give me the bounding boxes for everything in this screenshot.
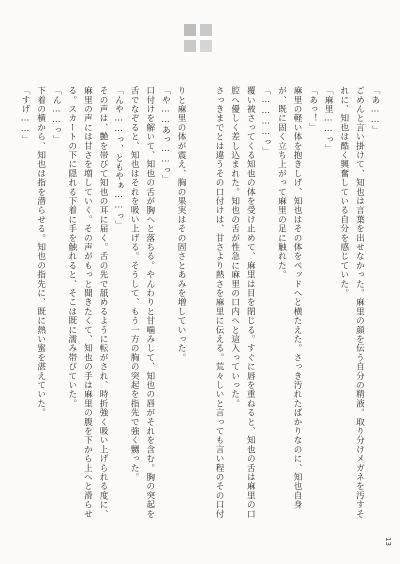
text-block-lower — [20, 86, 188, 524]
text-block-upper — [214, 86, 382, 524]
ornament-square — [200, 40, 212, 52]
ornament-square — [184, 24, 196, 36]
paragraph: 下着の横から、知也は指を潜らせる。知也の指先に、既に熱い蜜を湛えていた。 — [35, 86, 46, 418]
paragraph: ごめんと言い掛けて、知也は言葉を出せなかった。麻里の顔を伝う自分の精液。取り分けメガネを汚すそれに、知也は酷く興奮している自分を感じていた。 — [338, 86, 365, 519]
paragraph: 口付けを解いて、知也の舌が胸へと落ちる。やんわりと甘噛みして、知也の唇がそれを含む。胸の突起を舌でなぞると、知也はそれを吸い上げる。そうして、もう一方の胸の突起を指先で強く嬲った。 — [129, 86, 155, 519]
page-number: 13 — [384, 537, 392, 546]
paragraph: りと麻里の体が震え、胸の果実はその固さとあみを増していった。 — [176, 86, 186, 362]
paragraph: その声は、艶を帯びて知也の耳に届く。舌の先で舐めるように転がされ、時折強く吸い上げられる度に、麻里の声には甘さを増していく。その声がもっと聞きたくて、知也の手は麻里の腹を下から上へと滑らせる。スカートの下に隠れる下着に手を触れると、そこは既に濡み帯びていた。 — [66, 86, 109, 519]
ornament-square — [184, 40, 196, 52]
ornament-square — [200, 24, 212, 36]
chapter-ornament — [184, 24, 212, 52]
paragraph: 「ん……っ」 — [51, 86, 62, 144]
paragraph: 「あっ！」 — [307, 86, 318, 132]
paragraph: 「麻里……っ」 — [323, 86, 334, 154]
paragraph: 「や……あっ……っ」 — [160, 86, 171, 184]
paragraph: 「んや……っ、ともやぁ……っ」 — [113, 86, 124, 230]
paragraph: 麻里の軽い体を抱きしげ、知也はその体をベッドへと横たえた。さっき汚れたばかりなのに、知也自身が、既に固く立ち上がって麻里の足に触れた。 — [276, 86, 303, 510]
paragraph: 「すげ……」 — [20, 86, 31, 144]
paragraph: 覆い被さってくる知也の体を受け止めて、麻里は目を閉じる。すぐに唇を重ねると、知也の舌は麻里の口腔へ優しく差し込まれた。知也の舌が性急に麻里の口内へと這入っていった。 — [229, 86, 256, 519]
paragraph: 「あ……」 — [370, 86, 380, 135]
paragraph: さっきまでとは違うその口付けは、甘さより熱さを麻里に伝える。荒々しいと言っても言い程のその口付 — [214, 86, 225, 519]
paragraph: 「…………っ」 — [260, 86, 271, 156]
